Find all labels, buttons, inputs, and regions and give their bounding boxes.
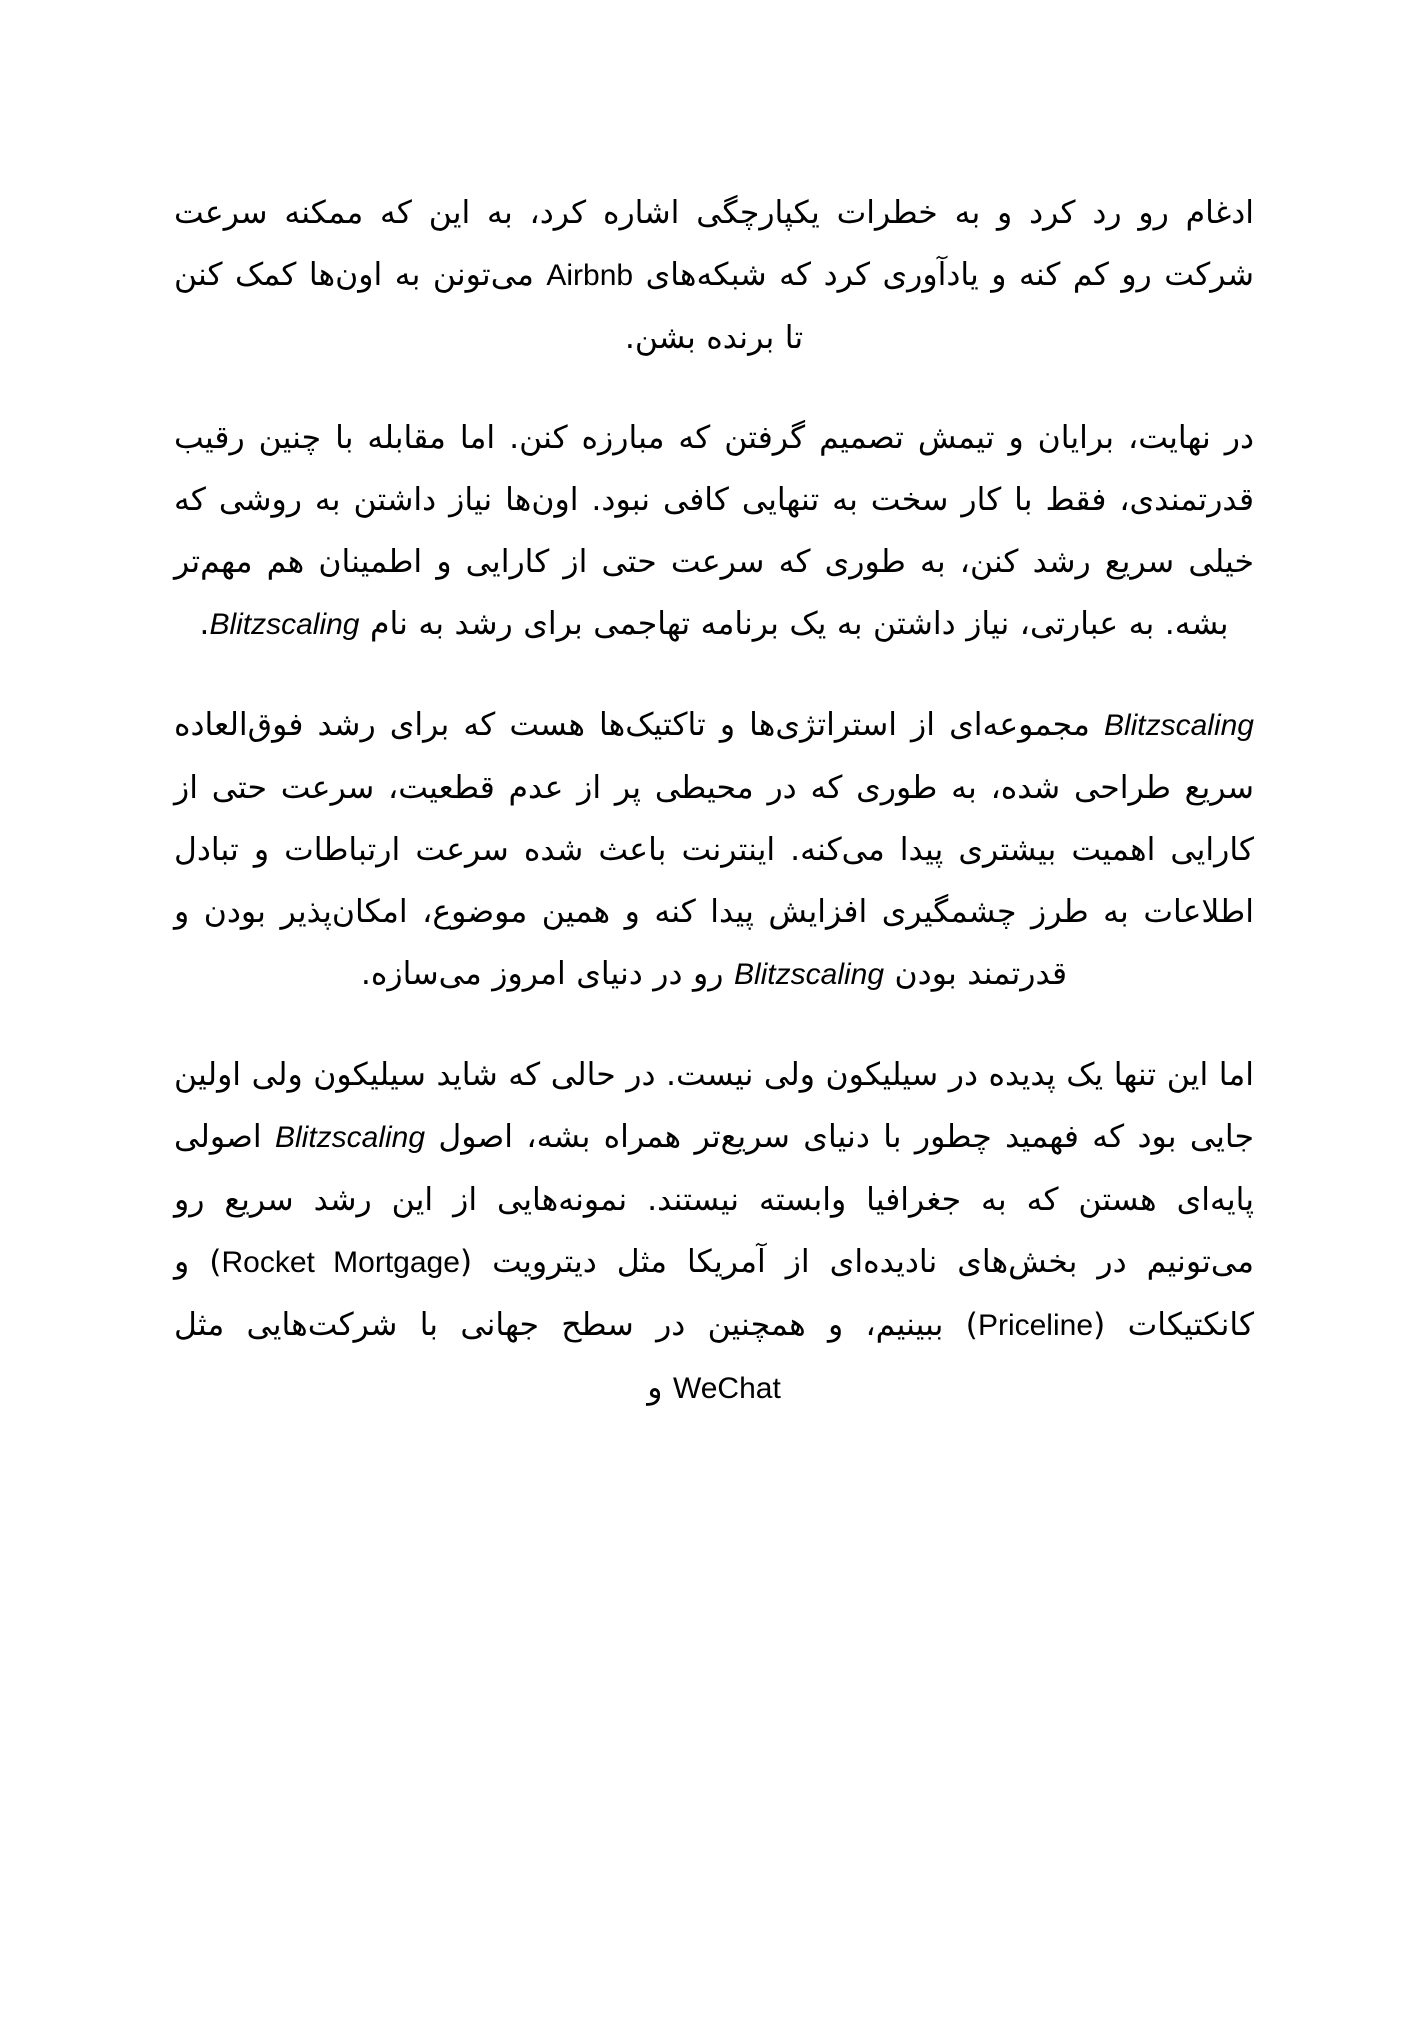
persian-text-run: ) و کانکتیکات ( (174, 1244, 1254, 1343)
latin-term-italic: Blitzscaling (733, 958, 885, 991)
latin-term-italic: Blitzscaling (1103, 709, 1254, 742)
latin-term: WeChat (672, 1372, 781, 1405)
persian-text-run: در نهایت، برایان و تیمش تصمیم گرفتن که مبارزه کنن. اما مقابله با چنین رقیب قدرتمندی، فقط با کار سخت به تنهایی کافی نبود. اون‌ها نیاز داشتن به روشی که خیلی سریع رشد کنن، به طوری که سرعت حتی از کارایی و اطمینان هم مهم‌تر بشه. به عبارتی، نیاز داشتن به یک برنامه تهاجمی برای رشد به نام (174, 420, 1254, 642)
paragraph (174, 182, 1254, 369)
latin-term: Priceline (977, 1309, 1094, 1342)
latin-term: Rocket Mortgage (221, 1246, 460, 1279)
paragraph (174, 407, 1254, 656)
document-body (174, 182, 1254, 1420)
latin-term-italic: Blitzscaling (274, 1121, 426, 1154)
latin-term-italic: Blitzscaling (209, 608, 360, 641)
persian-text-run: . (199, 606, 210, 642)
persian-text-run: رو در دنیای امروز می‌سازه. (360, 956, 734, 992)
persian-text-run: و (647, 1370, 673, 1406)
persian-text-run: ادغام رو رد کرد و به خطرات یکپارچگی اشاره کرد، به این که ممکنه سرعت شرکت رو کم کنه و یادآوری کرد که شبکه‌های (174, 195, 1254, 293)
paragraph (174, 1044, 1254, 1420)
latin-term: Airbnb (546, 259, 634, 292)
persian-text-run: اما این تنها یک پدیده در سیلیکون ولی نیست. در حالی که شاید سیلیکون ولی اولین جایی بود که فهمید چطور با دنیای سریع‌تر همراه بشه، اصول (174, 1057, 1254, 1155)
persian-text-run: ) ببینیم، و همچنین در سطح جهانی با شرکت‌هایی مثل (174, 1307, 978, 1343)
persian-text-run: اصولی پایه‌ای هستن که به جغرافیا وابسته نیستند. نمونه‌هایی از این رشد سریع رو می‌تونیم در بخش‌های نادیده‌ای از آمریکا مثل دیترویت ( (174, 1119, 1254, 1280)
persian-text-run: مجموعه‌ای از استراتژی‌ها و تاکتیک‌ها هست که برای رشد فوق‌العاده سریع طراحی شده، به طوری که در محیطی پر از عدم قطعیت، سرعت حتی از کارایی اهمیت بیشتری پیدا می‌کنه. اینترنت باعث شده سرعت ارتباطات و تبادل اطلاعات به طرز چشمگیری افزایش پیدا کنه و همین موضوع، امکان‌پذیر بودن و قدرتمند بودن (174, 707, 1254, 992)
persian-text-run: می‌تونن به اون‌ها کمک کنن تا برنده بشن. (174, 257, 804, 356)
paragraph (174, 694, 1254, 1006)
